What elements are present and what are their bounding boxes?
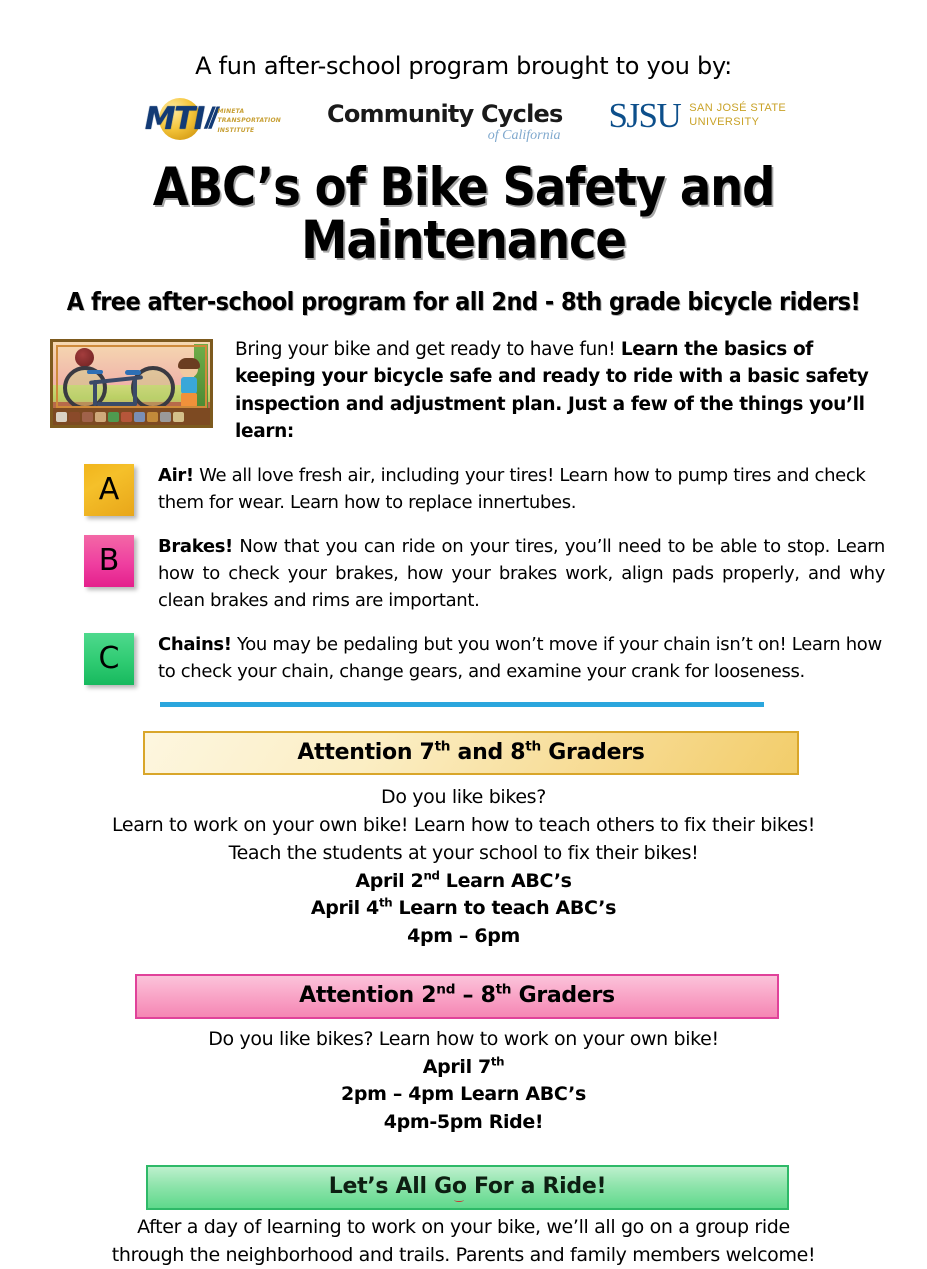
community-cycles-name: Community Cycles — [327, 100, 563, 128]
date2-post: Learn to teach ABC’s — [392, 897, 617, 920]
section-2-8-date — [64, 1054, 863, 1082]
intro-regular-text: Bring your bike and get ready to have fun! — [235, 339, 621, 360]
sjsu-acronym: SJSU — [608, 95, 681, 135]
section-7-8-line2: Learn to work on your own bike! Learn how to teach others to fix their bikes! — [112, 813, 815, 836]
banner-2-8-post: Graders — [511, 983, 615, 1009]
banner-group-ride — [146, 1165, 789, 1209]
tool-icon-8 — [147, 412, 158, 422]
logo-row — [0, 90, 927, 142]
section-ride-line1: After a day of learning to work on your bike, we’ll all go on a group ride — [137, 1215, 790, 1238]
banner-2-8-sup1: nd — [436, 982, 456, 998]
mti-subtitle-line1: MINETA — [217, 108, 245, 116]
banner-7-8-post: Graders — [540, 739, 645, 765]
date-2-8-sup: th — [490, 1054, 505, 1069]
sjsu-wordmark — [689, 100, 786, 130]
abc-text-b — [158, 533, 885, 614]
tool-icon-3 — [82, 412, 93, 422]
section-2-8-line1: Do you like bikes? Learn how to work on your own bike! — [208, 1027, 719, 1050]
date-2-8-pre: April 7 — [422, 1055, 491, 1078]
section-7-8-date1 — [64, 868, 863, 896]
sjsu-logo — [608, 92, 786, 142]
banner-ride-post: For a Ride! — [466, 1174, 607, 1200]
banner-ride-pre: Let’s All G — [328, 1174, 452, 1200]
section-2-8-body — [0, 1026, 927, 1138]
page-subtitle: A free after-school program for all 2nd - 8th grade bicycle riders! — [66, 287, 861, 316]
date1-post: Learn ABC’s — [439, 869, 572, 892]
tool-icon-2 — [69, 412, 80, 422]
abc-lead-c: Chains! — [158, 633, 232, 655]
section-ride-body — [0, 1214, 927, 1269]
section-7-8-time: 4pm – 6pm — [407, 925, 520, 948]
banner-7-8-pre: Attention 7 — [297, 739, 435, 765]
section-ride-line2: through the neighborhood and trails. Parents and family members welcome! — [111, 1243, 816, 1266]
date1-pre: April 2 — [355, 869, 424, 892]
section-7-8-line1: Do you like bikes? — [381, 785, 546, 808]
section-2-8-time1: 2pm – 4pm Learn ABC’s — [341, 1083, 586, 1106]
tool-icon-7 — [134, 412, 145, 422]
community-cycles-tagline: of California — [487, 128, 561, 143]
abc-text-c — [158, 631, 885, 685]
mti-subtitle — [218, 103, 282, 135]
mti-subtitle-line2: TRANSPORTATION — [217, 117, 281, 125]
abc-item-c — [84, 631, 885, 685]
page-title: ABC’s of Bike Safety and Maintenance — [152, 157, 775, 271]
illustration-toolbar — [53, 408, 210, 425]
banner-ride-squiggle-letter: o — [451, 1174, 467, 1200]
tool-icon-4 — [95, 412, 106, 422]
tool-icon-9 — [160, 412, 171, 422]
abc-list — [0, 462, 927, 685]
banner-2-8-sup2: th — [495, 982, 512, 998]
date2-sup: th — [378, 896, 393, 911]
abc-badge-b: B — [84, 535, 134, 587]
community-cycles-logo — [327, 96, 562, 142]
abc-item-b — [84, 533, 885, 614]
intro-bold-text: Learn the basics of keeping your bicycle safe and ready to ride with a basic safety inspection and adjustment plan. Just a few of the things you’ll learn: — [235, 339, 869, 443]
tool-icon-5 — [108, 412, 119, 422]
tool-icon-10 — [173, 412, 184, 422]
date1-sup: nd — [423, 868, 440, 883]
blue-divider — [160, 702, 764, 707]
banner-7-8-mid: and 8 — [450, 739, 526, 765]
banner-2-8-pre: Attention 2 — [299, 983, 437, 1009]
intro-paragraph — [235, 336, 885, 446]
abc-item-a — [84, 462, 885, 516]
section-7-8-date2 — [64, 895, 863, 923]
date2-pre: April 4 — [310, 897, 379, 920]
tool-icon-6 — [121, 412, 132, 422]
banner-2-8-mid: – 8 — [455, 983, 496, 1009]
illustration-inner-frame — [56, 345, 207, 408]
mti-acronym: MTI — [144, 100, 204, 137]
abc-body-c: You may be pedaling but you won’t move if your chain isn’t on! Learn how to check your chain, change gears, and examine your crank for looseness. — [158, 633, 882, 682]
abc-text-a — [158, 462, 885, 516]
abc-body-a: We all love fresh air, including your tires! Learn how to pump tires and check them for wear. Learn how to replace innertubes. — [158, 464, 866, 513]
abc-badge-c: C — [84, 633, 134, 685]
intro-section — [0, 336, 927, 446]
sjsu-wordmark-line2: UNIVERSITY — [689, 116, 760, 128]
sjsu-wordmark-line1: SAN JOSÉ STATE — [689, 102, 787, 115]
section-7-8-line3: Teach the students at your school to fix their bikes! — [228, 841, 699, 864]
banner-grades-2-8 — [135, 974, 779, 1018]
mti-subtitle-line3: INSTITUTE — [217, 126, 255, 134]
abc-body-b: Now that you can ride on your tires, you’ll need to be able to stop. Learn how to check your brakes, how your brakes work, align pads properly, and why clean brakes and rims are important. — [158, 535, 885, 611]
section-7-8-body — [0, 784, 927, 952]
banner-7-8-sup1: th — [434, 738, 451, 755]
sponsor-line: A fun after-school program brought to you by: — [195, 52, 732, 80]
mti-slash-icon: // — [204, 102, 214, 135]
banner-7-8-sup2: th — [525, 738, 541, 755]
mti-logo — [141, 96, 281, 142]
abc-lead-b: Brakes! — [158, 535, 233, 557]
abc-lead-a: Air! — [158, 464, 194, 486]
banner-grades-7-8 — [143, 731, 799, 775]
tool-icon-1 — [56, 412, 67, 422]
bike-repair-illustration — [50, 339, 213, 428]
abc-badge-a: A — [84, 464, 134, 516]
section-2-8-time2: 4pm-5pm Ride! — [383, 1111, 544, 1134]
